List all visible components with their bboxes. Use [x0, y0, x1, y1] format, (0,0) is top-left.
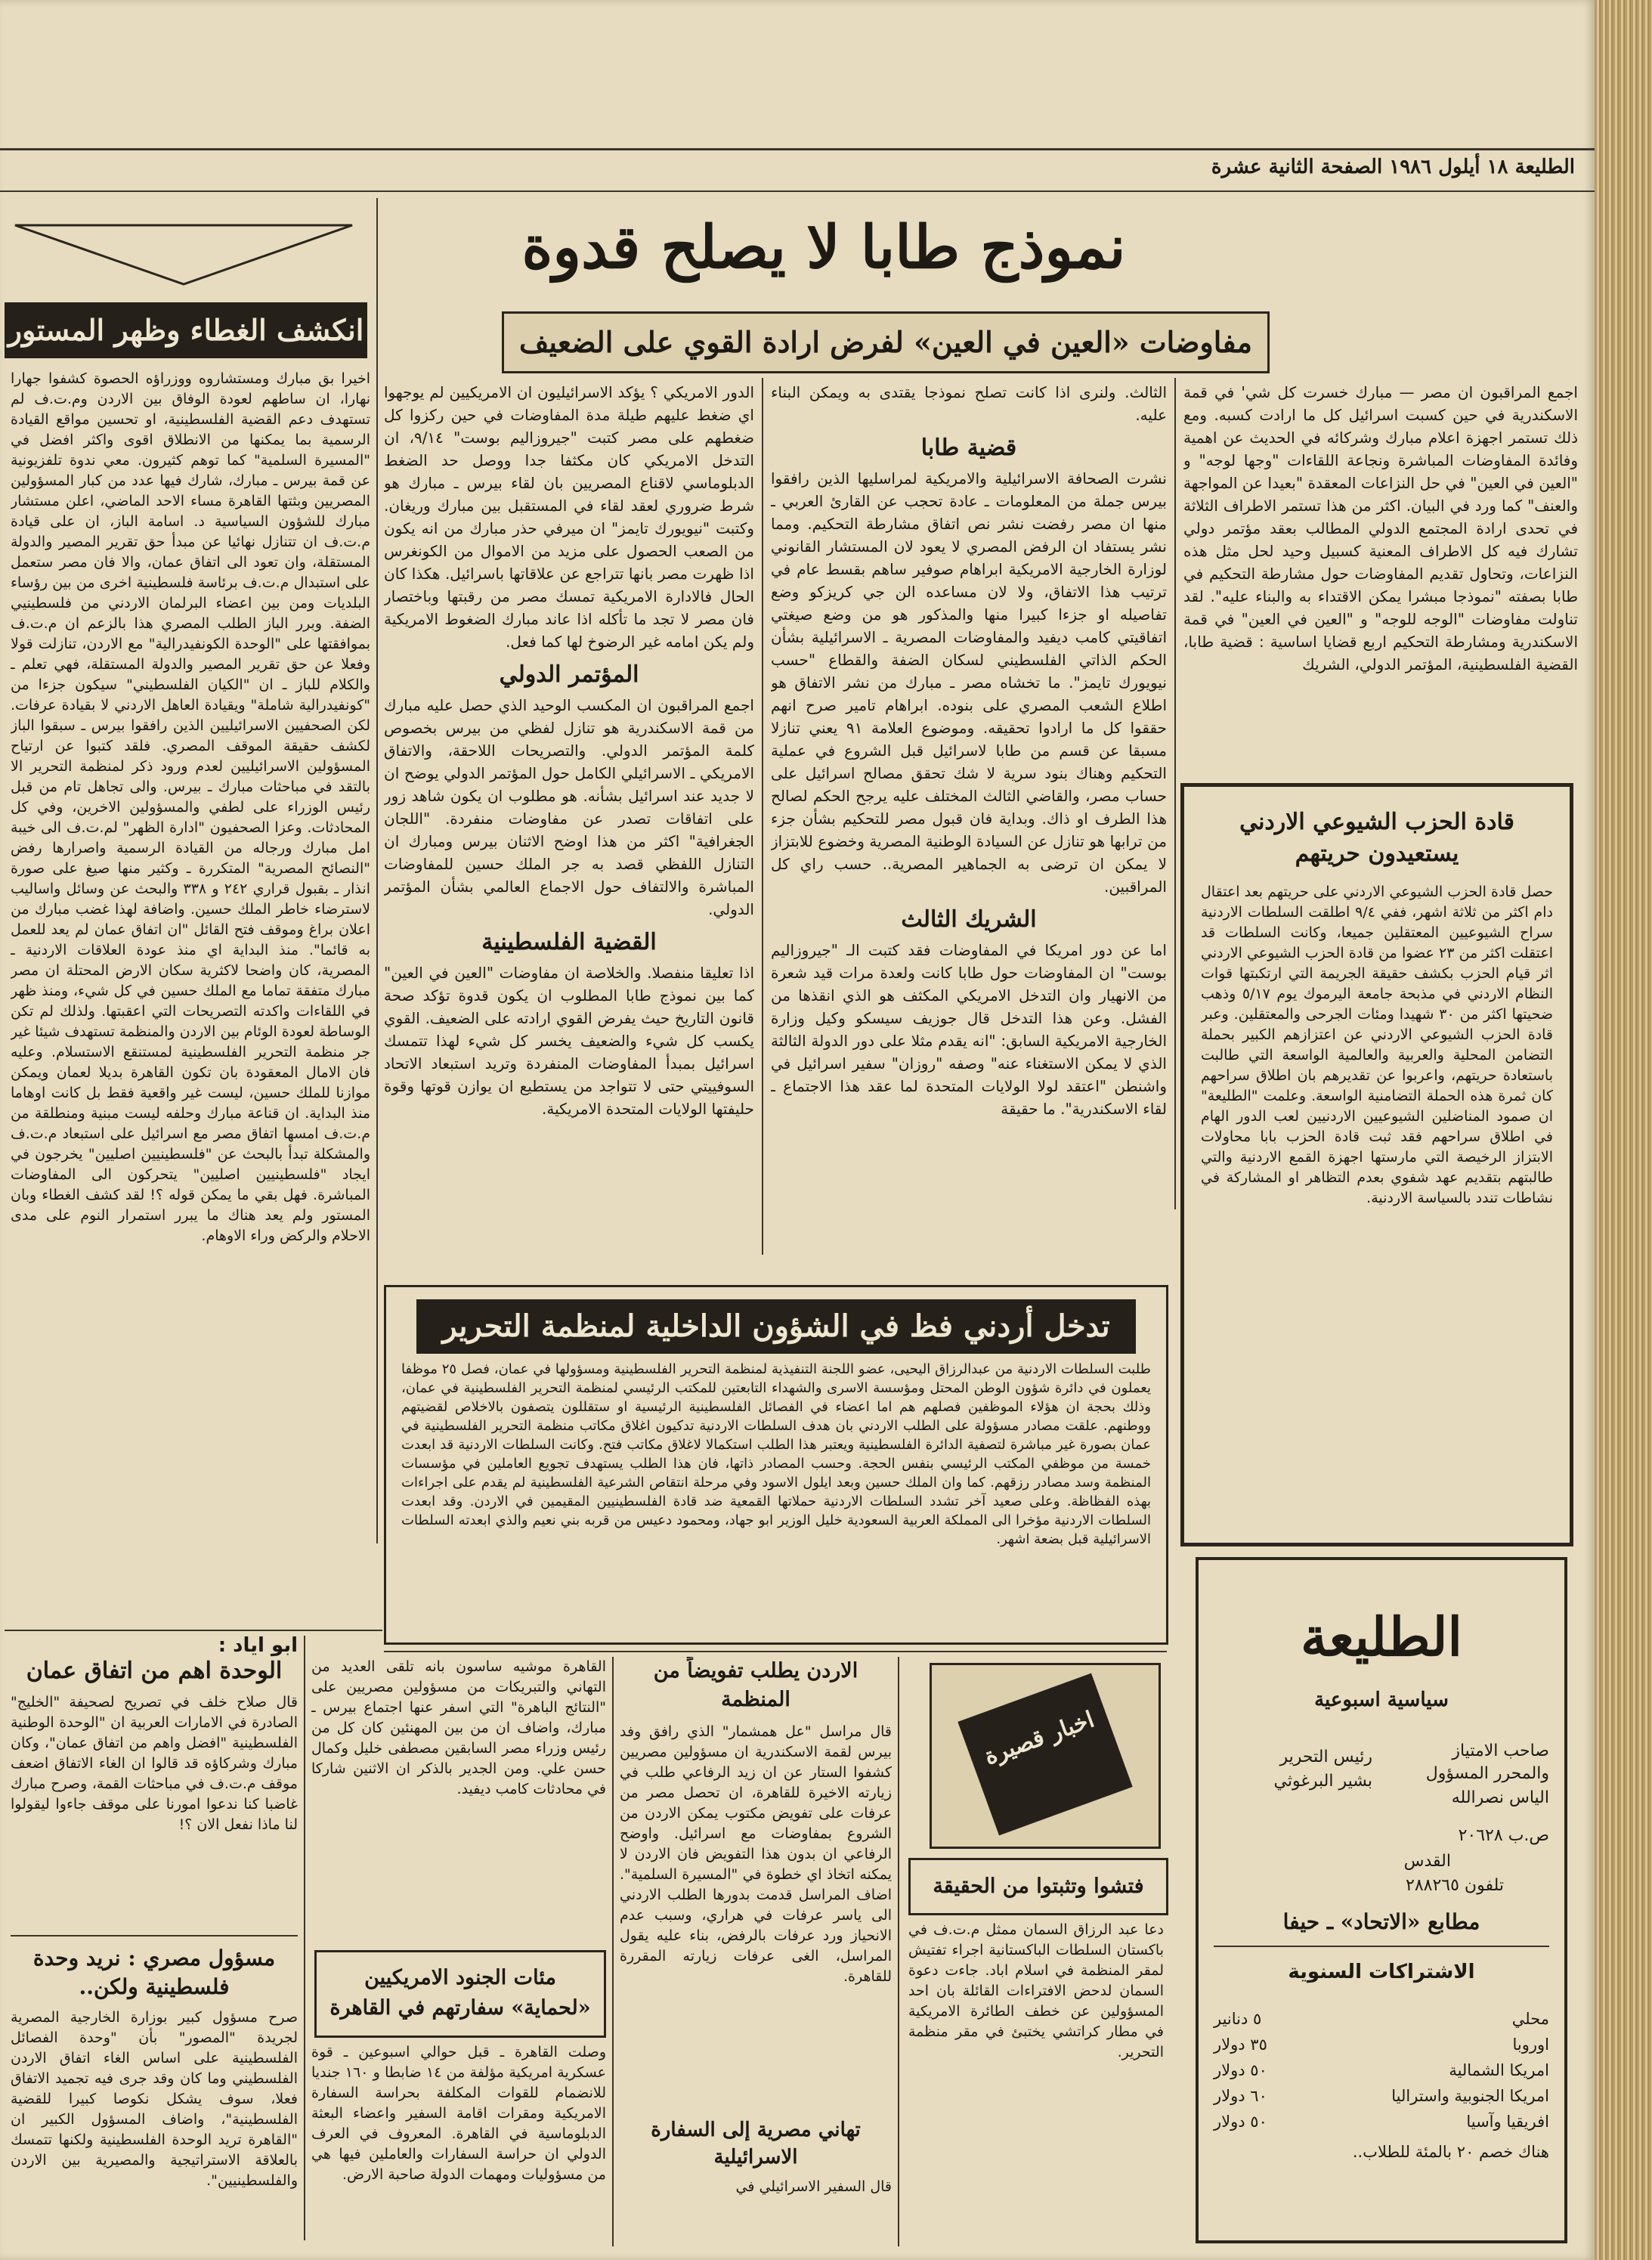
- inspect-body: دعا عبد الرزاق السمان ممثل م.ت.ف في باكستان السلطات الباكستانية اجراء تفتيش لمقر المنظمة في اسلام اباد. جاءت دعوة السمان لدحض الافتراءات القائلة بان احد المسؤولين عن خطف الطائرة الامريكية في مطار كراتشي يختبئ في مقر منظمة التحرير.: [908, 1921, 1164, 2060]
- subs-region: امريكا الجنوبية واستراليا: [1391, 2087, 1549, 2105]
- page-folio: الطليعة ١٨ أيلول ١٩٨٦ الصفحة الثانية عشرة: [1211, 156, 1575, 178]
- left-column-text: اخيرا بق مبارك ومستشاروه ووزراؤه الحصوة كشفوا جهارا نهارا، ان ساطهم لعودة الوفاق بين الاردن وم.ت.ف لم تستهدف دعم القضية الفلسطينية، او تحسين مواقع القيادة الرسمية بما يمكنها من الانطلاق اقوى واكثر افضل في "المسيرة السلمية" كما توهم كثيرون. معي ندوة تلفزيونية عن قمة بيرس ـ مبارك، شارك فيها عدد من كبار المسؤولين المصريين وبثتها القاهرة مساء الاحد الماضي، اعلن مستشار مبارك للشؤون السياسية د. اسامة الباز، ان على قيادة م.ت.ف ان تتنازل نهائيا عن مبدأ حق تقرير المصير والدولة المستقلة، وان تعود الى اتفاق عمان، والا فان مصر ستعمل على استبدال م.ت.ف برئاسة فلسطينية اخرى من بين رؤساء البلديات ومن بين اعضاء البرلمان الاردني من فلسطينيي الضفة. وبرر الباز الطلب المصري هذا بالزعم ان م.ت.ف بموافقتها على "الوحدة الكونفيدرالية" مع الاردن، تنازلت قولا وفعلا عن حق تقرير المصير والدولة المستقلة، فهي تعلم ـ والكلام للباز ـ ان "الكيان الفلسطيني" سيكون جزءا من "كونفيدرالية شاملة" ويقيادة العاهل الاردني لا بقيادة عرفات. لكن الصحفيين الاسرائيليين الذين رافقوا بيرس ـ سبقوا الباز لكشف حقيقة الموقف المصري. فلقد كتبوا عن ارتياح المسؤولين الاسرائيليين لعدم ورود ذكر لمنظمة التحرير الا بالتقد في مباحثات مبارك ـ بيرس. والى تجاهل تام من قبل رئيس الوزراء على لطفي والمسؤولين الاخرين، وفي كل المحادثات. وعزا الصحفيون "ادارة الظهر" لم.ت.ف الى خيبة امل مبارك ورجاله من القيادة الرسمية واصرارها رفض "النصائح المصرية" المتكررة ـ وكثير منها صيغ على صورة انذار ـ بقبول قراري ٢٤٢ و ٣٣٨ والبحث عن وسائل واساليب لاسترضاء خاطر الملك حسين. واضافة لهذا غضب مبارك من اعلان براغ وموقف فتح القائل "ان اتفاق عمان لم يعد للعمل به قائما". منذ البداية اي منذ عودة العلاقات الاردنية ـ المصرية، كان واضحا لاكثرية سكان الارض المحتلة ان مصر مبارك متفقة تماما مع الملك حسين في كل شيء، ومنذ ظهر في اللقاءات واكدته التصريحات التي اعقبتها. ولذلك لم تكن الوساطة لعودة الوئام بين الاردن والمنظمة تستهدف شيئا غير جر منظمة التحرير الفلسطينية لمستنقع الاستسلام. وعليه فان الامال المعقودة بان تكون القاهرة بديلا لعمان ويمكن موازنا للملك حسين، ليست غير واقعية فقط بل كانت اوهاما منذ البداية. ان قناعة مبارك وحلفه ليست مبنية ومنطلقة من م.ت.ف امسها اتفاق مصر مع اسرائيل على استبعاد م.ت.ف والمشكلة تبدأ بالبحث عن "فلسطينيين اصليين" يخرجون في ايجاد "فلسطينيين اصليين" يتحركون الى المفاوضات المباشرة. فهل بقي ما يمكن قوله ؟! لقد كشف الغطاء وبان المستور ولم يعد هناك ما يبرر استمرار النوم على مدى الاحلام والركض وراء الاوهام.: [11, 370, 370, 1244]
- left-column-body: [11, 369, 370, 1548]
- article-col-3-conf: اجمع المراقبون ان المكسب الوحيد الذي حصل عليه مبارك من قمة الاسكندرية هو تنازل لفظي من بيرس بخصوص كلمة المؤتمر الدولي. والتصريحات اللاحقة، والاتفاق الامريكي ـ الاسرائيلي الكامل حول المؤتمر الدولي يوضح ان لا جديد عند اسرائيل بشأنه. هو مطلوب ان يكون شاهد زور على اتفاقات تصدر عن مفاوضات منفردة. "اللجان الجغرافية" اكثر من هذا اوضح الاثنان بيرس ومبارك ان التنازل اللفظي قصد به جر الملك حسين للمفاوضات المباشرة والالتفاف حول الاجماع العالمي بشأن المؤتمر الدولي.: [384, 696, 754, 918]
- subs-price: ٣٥ دولار: [1214, 2036, 1267, 2054]
- subhead-palestine: القضية الفلسطينية: [481, 929, 657, 955]
- jcp-body: حصل قادة الحزب الشيوعي الاردني على حريتهم بعد اعتقال دام اكثر من ثلاثة اشهر، ففي ٩/٤ اطلقت السلطات الاردنية سراح الشيوعيين المعتقلين جميعا، وكانت السلطات قد اعتقلت اكثر من ٢٣ عضوا من قادة الحزب الشيوعي الاردني اثر قيام الحزب بكشف حقيقة الجريمة التي ارتكبتها قوات النظام الاردني في مذبحة جامعة اليرموك يوم ٥/١٧ وذهب ضحيتها اكثر من ٣٠ شهيدا ومئات الجرحى والمعتقلين. وعبر قادة الحزب الشيوعي الاردني عن اعتزازهم الكبير بحملة التضامن المحلية والعربية والعالمية الواسعة التي طالبت باستعادة حريتهم، واعربوا عن تقديرهم بان اطلاق سراحهم كان ثمرة هذه الحملة التضامنية الواسعة. وعلمت "الطليعة" ان صمود المناضلين الشيوعيين الاردنيين لعب الدور الهام في اطلاق سراحهم فقد ثبت قادة الحزب بابا محاولات الابتزاز الرخيصة التي مارستها اجهزة القمع الاردنية والتي طالبتهم بتقديم عهد شفوي بعدم التظاهر او المشاركة في نشاطات تندد بالسياسة الاردنية.: [1201, 884, 1553, 1206]
- masthead-editor-name: بشير البرغوثي: [1273, 1772, 1372, 1791]
- abu-ayad-kicker: ابو اياد :: [218, 1636, 298, 1657]
- abu-ayad-story: [11, 1636, 298, 1953]
- top-rule: [0, 148, 1595, 150]
- jordan-title: تدخل أردني فظ في الشؤون الداخلية لمنظمة التحرير: [442, 1308, 1110, 1344]
- us-soldiers-title-box: [314, 1950, 606, 2038]
- rule-abu-ayad: [11, 1935, 298, 1936]
- deck-box: [502, 311, 1270, 373]
- jcp-title: قادة الحزب الشيوعي الاردني يستعيدون حريتهم: [1239, 809, 1514, 867]
- subs-row: [1214, 2057, 1549, 2083]
- article-col-1-text: اجمع المراقبون ان مصر — مبارك خسرت كل شي' في قمة الاسكندرية في حين كسبت اسرائيل كل ما ارادت كسبه. ومع ذلك تستمر اجهزة اعلام مبارك وشركائه في الحديث عن اهمية وفائدة المفاوضات المباشرة ونجاعة اللقاءات "وجها لوجه" و "العين في العين" في حل النزاعات المعقدة "بعيدا عن المواجهة والعنف" كما ورد في البيان. اكثر من هذا تستمر الاطراف الثلاثة في تحدى ارادة المجتمع الدولي المطالب بعقد مؤتمر دولي تشارك فيه كل الاطراف المعنية كسبيل وحيد لحل مثل هذه النزاعات، وتحاول تقديم المفاوضات حول مشارطة التحكيم في طابا بصفته "نموذجا مبشرا يمكن الاقتداء به والبناء عليه". لقد تناولت مفاوضات "الوجه للوجه" و "العين في العين" في قمة الاسكندرية ومشارطة التحكيم اربع قضايا اساسية : قضية طابا، القضية الفلسطينية، المؤتمر الدولي، الشريك: [1183, 383, 1578, 673]
- masthead-subs-title: الاشتراكات السنوية: [1288, 1961, 1475, 1983]
- us-soldiers-story: [311, 2042, 606, 2246]
- left-column-title-bar: [5, 302, 367, 358]
- subs-price: ٥٠ دولار: [1214, 2061, 1267, 2079]
- subs-price: ٥٠ دولار: [1214, 2113, 1267, 2131]
- egypt-official-body: صرح مسؤول كبير بوزارة الخارجية المصرية لجريدة "المصور" بأن "وحدة الفصائل الفلسطينية على اساس الغاء اتفاق الاردن الفلسطيني وما كان وقد جرى فيه تجميد الاتفاق فعلا، سوف يشكل نكوصا كبيرا للقضية الفلسطينية"، واضاف المسؤول الكبير ان "القاهرة تريد الوحدة الفلسطينية ولكنها تتمسك بالعلاقة الاستراتيجية والمصيرية بين الاردن والفلسطينيين".: [11, 2009, 298, 2189]
- subs-region: اوروبا: [1512, 2036, 1549, 2054]
- masthead-box: [1196, 1557, 1567, 2243]
- subs-row: [1214, 2006, 1549, 2032]
- subs-price: ٥ دنانير: [1214, 2010, 1262, 2028]
- abu-ayad-title: الوحدة اهم من اتفاق عمان: [26, 1658, 283, 1684]
- masthead-logo: الطليعة: [1301, 1605, 1462, 1668]
- subs-region: افريقيا وآسيا: [1466, 2113, 1549, 2131]
- masthead-editor-label: رئيس التحرير: [1279, 1748, 1372, 1766]
- left-column-title: انكشف الغطاء وظهر المستور: [8, 313, 364, 347]
- bound-volume-pages: [1595, 0, 1652, 2260]
- congrats-title: تهاني مصرية إلى السفارة الاسرائيلية: [651, 2119, 861, 2169]
- article-col-2-intro: الثالث. ولنرى اذا كانت تصلح نموذجا يقتدى به ويمكن البناء عليه.: [771, 383, 1167, 424]
- jordan-mandate-story: [620, 1657, 892, 2110]
- cairo-meetings-story: [311, 1657, 606, 1944]
- inspect-story: [908, 1920, 1164, 2245]
- rule-col-right: [1174, 378, 1176, 1209]
- congrats-story: [620, 2116, 892, 2245]
- subs-region: محلي: [1511, 2010, 1549, 2028]
- subs-row: [1214, 2032, 1549, 2057]
- subs-price: ٦٠ دولار: [1214, 2087, 1267, 2105]
- jordan-box: [384, 1285, 1168, 1645]
- jordan-mandate-title: الاردن يطلب تفويضاً من المنظمة: [653, 1659, 858, 1711]
- masthead-rule: [1214, 1946, 1549, 1947]
- jordan-mandate-body: قال مراسل "عل همشمار" الذي رافق وفد بيرس لقمة الاسكندرية ان مسؤولين مصريين كشفوا الستار عن ان زيد الرفاعي طلب في زيارته الاخيرة للقاهرة، ان تحصل مصر من عرفات على تفويض مكتوب يمكن الاردن من الشروع بمفاوضات مع اسرائيل. واوضح الرفاعي ان بدون هذا التفويض فان الاردن لا يمكنه اتخاذ اي خطوة في "المسيرة السلمية". اضاف المراسل قدمت بدورها الطلب الاردني الى ياسر عرفات في هراري، وسبب عدم الانحياز ورد عرفات بالرفض، بناء عليه يقول المراسل، الغى عرفات زيارته المقررة للقاهرة.: [620, 1723, 892, 1985]
- stamp-text: اخبار قصيرة: [981, 1706, 1098, 1771]
- subs-note: هناك خصم ٢٠ بالمئة للطلاب..: [1352, 2143, 1549, 2161]
- arrow-decoration: [14, 224, 354, 286]
- deck-title: مفاوضات «العين في العين» لفرض ارادة القوي على الضعيف: [519, 325, 1252, 359]
- subhead-partner: الشريك الثالث: [901, 906, 1037, 933]
- folio-rule: [0, 190, 1595, 192]
- short-news-stamp: [930, 1663, 1161, 1849]
- subs-row: [1214, 2083, 1549, 2109]
- rule-bottom-1: [304, 1636, 305, 2240]
- masthead-city: القدس: [1403, 1852, 1451, 1871]
- rule-bottom-2: [612, 1657, 614, 2246]
- egypt-official-title: مسؤول مصري : نريد وحدة فلسطينية ولكن..: [32, 1946, 276, 1999]
- article-col-2: [771, 381, 1167, 1273]
- subhead-taba: قضية طابا: [920, 435, 1017, 461]
- us-soldiers-title: مئات الجنود الامريكيين «لحماية» سفارتهم في القاهرة: [329, 1966, 591, 2020]
- article-col-2-partner: اما عن دور امريكا في المفاوضات فقد كتبت الـ "جيروزاليم بوست" ان المفاوضات حول طابا كانت ولعدة مرات قيد شعرة من الانهيار وان التدخل الامريكي المكثف هو الذي انقذها من الفشل. وعن هذا التدخل قال جوزيف سيسكو وكيل وزارة الخارجية الامريكية السابق: "انه يقدم مثلا على دور الدولة الثالثة الذي لا يمكن الاستغناء عنه" وصفه "روزان" سفير اسرائيل في واشنطن "اعتقد لولا الولايات المتحدة لما عقد هذا الاجتماع ـ لقاء الاسكندرية". ما حقيقة: [771, 941, 1167, 1118]
- jordan-body: طلبت السلطات الاردنية من عبدالرزاق اليحيى، عضو اللجنة التنفيذية لمنظمة التحرير الفلسطينية ومسؤولها في عمان، فصل ٢٥ موظفا يعملون في دائرة شؤون الوطن المحتل ومؤسسة الاسرى والشهداء التابعتين للمكتب الرئيسي لمنظمة التحرير الفلسطينية في عمان، وذلك بحجة ان هؤلاء الموظفين فصلهم هم اما اعضاء في الفصائل الفلسطينية الرئيسية او ستقللون يتصفون بالاخلاص لقضيتهم ووطنهم. علقت مصادر مسؤولة على الطلب الاردني بان هدف السلطات الاردنية تدكيون اغلاق مكاتب منظمة التحرير الفلسطينية في عمان بصورة غير مباشرة لتصفية الدائرة الفلسطينية ويعتبر هذا الطلب استكمالا لاغلاق مكاتب فتح. وكانت السلطات الاردنية قد ابعدت خمسة من موظفي المكتب الرئيسي بنفس الحجة. وحسب المصادر ذاتها، فان هذا الطلب يستهدف تجويع العاملين في مؤسسات المنظمة وسد مصادر رزقهم. كما وان الملك حسين وبعد ايلول الاسود وفي مرحلة انتقاص الشرعية الفلسطينية لم يقدم على اجراءات بهذه الفظاظة. وعلى صعيد آخر تشدد السلطات الاردنية حملاتها القمعية ضد قادة الفلسطينيين المقيمين في الاردن. وقد ابعدت السلطات الاردنية مؤخرا الى المملكة العربية السعودية خليل الوزير ابو جهاد، ومحمود دعيس من قربه بني نعيم والذي ابعدته السلطات الاسرائيلية قبل بضعة اشهر.: [401, 1361, 1151, 1547]
- stamp-inner: [957, 1673, 1132, 1836]
- masthead-tagline: سياسية اسبوعية: [1314, 1689, 1449, 1711]
- subs-row: [1214, 2109, 1549, 2135]
- abu-ayad-body: قال صلاح خلف في تصريح لصحيفة "الخليج" الصادرة في الامارات العربية ان "الوحدة الوطنية الفلسطينية "افضل واهم من اتفاق عمان"، وكان مبارك وشركاؤه قد قالوا ان الغاء الاتفاق اضعف موقف م.ت.ف في مباحثات القمة، وصرح مبارك غاضبا كنا ندعوا امورنا على موقف جاءوا ليقولوا لنا ماذا نفعل الان ؟!: [11, 1694, 298, 1833]
- masthead-publisher-label: صاحب الامتياز والمحرر المسؤول: [1425, 1741, 1549, 1783]
- congrats-body: قال السفير الاسرائيلي في: [735, 2178, 892, 2195]
- article-col-2-taba: نشرت الصحافة الاسرائيلية والامريكية لمراسليها الذين رافقوا بيرس جملة من المعلومات ـ عادة تحجب عن القارئ العربي ـ منها ان مصر رفضت نشر نص اتفاق مشارطة التحكيم. ومما نشر يستفاد ان الرفض المصري لا يعود لان المستشار القانوني لوزارة الخارجية الامريكية ابراهام صوفير ساهم بقسط عام في ترتيب هذا الاتفاق، ولا لان مساعده الن جي كريزكو وضع تفاصيله او جزءا كبيرا منها والمذكور هو من وضع صيغتي اتفاقيتي كامب ديفيد والمفاوضات المصرية ـ الاسرائيلية بشأن الحكم الذاتي الفلسطيني لسكان الضفة والقطاع "حسب نيويورك تايمز". ما تخشاه مصر ـ مبارك من نشر الاتفاق هو اطلاع الشعب المصري على بنوده. ابراهام تامير صرح انهم حققوا كل ما ارادوا تحقيقه. وموضوع العلامة ٩١ يعني تنازلا مسبقا عن قسم من طابا لاسرائيل قبل الشروع في عملية التحكيم وهناك بنود سرية لا شك تحقق مصالح اسرائيل على حساب مصر، والقاضي الثالث المختلف عليه يرجح الحكم لصالح هذا الطرف او ذاك. وبداية فان قبول مصر للتحكيم بشأن جزء من ترابها هو تنازل عن السيادة الوطنية المصرية وخضوع للابتزاز لا يمكن ان ترضى به الجماهير المصرية.. حسب راي كل المراقبين.: [771, 469, 1167, 896]
- us-soldiers-body: وصلت القاهرة ـ قبل حوالي اسبوعين ـ قوة عسكرية امريكية مؤلفة من ١٤ ضابطا و ١٦٠ جنديا للانضمام للقوات المكلفة بحراسة السفارة الامريكية ومقرات اقامة السفير واعضاء البعثة الدبلوماسية في القاهرة. المعروف في العرف الدولي ان حراسة السفارات والعاملين فيها هي من مسؤوليات ومهمات الدولة صاحبة الارض.: [311, 2044, 606, 2183]
- subs-region: امريكا الشمالية: [1449, 2061, 1549, 2079]
- rule-left-col: [376, 198, 378, 1543]
- cairo-meetings-body: القاهرة موشيه ساسون بانه تلقى العديد من التهاني والتبريكات من مسؤولين مصريين على "النتائج الباهرة" التي اسفر عنها اجتماع بيرس ـ مبارك، واضاف ان من بين المهنئين كان كل من رئيس وزراء مصر السابقين مصطفى خليل وكمال حسن علي. ومن الجدير بالذكر ان الاثنين شاركا في محادثات كامب ديفيد.: [311, 1658, 606, 1797]
- masthead-publisher-name: الياس نصرالله: [1451, 1788, 1549, 1807]
- masthead-pobox: ص.ب ٢٠٦٢٨: [1458, 1826, 1549, 1845]
- main-headline: نموذج طابا لا يصلح قدوة: [521, 213, 1126, 282]
- article-col-3-role: الدور الامريكي ؟ يؤكد الاسرائيليون ان الامريكيين لم يوجهوا اي ضغط عليهم طيلة مدة المفاوضات في حين ركزوا كل ضغطهم على مصر كتبت "جيروزاليم بوست" ٩/١٤، ان التدخل الامريكي كان مكثفا جدا ووصل حد الضغط الدبلوماسي لاقناع المصريين بان لقاء بيرس ـ مبارك هو شرط ضروري لعقد لقاء في المستقبل بين مبارك وريغان. وكتبت "نيويورك تايمز" ان ميرفي حذر مبارك من انه يكون من الصعب الحصول على مزيد من الاموال من الكونغرس اذا ظهرت مصر بانها تتراجع عن علاقاتها باسرائيل. هكذا كان الحال فالادارة الامريكية تمسك مصر من رقبتها وباختصار فان مصر لا تجد ما تأكله اذا عاند مبارك الضغوط الامريكية ولم يكن امامه غير الرضوخ لها كما فعل.: [384, 383, 754, 651]
- jordan-title-bar: [416, 1299, 1136, 1354]
- article-col-3: [384, 381, 754, 1273]
- egypt-official-story: [11, 1944, 298, 2246]
- rule-bottom-mid: [384, 1651, 1167, 1652]
- article-col-3-pal: اذا تعليقا منفصلا. والخلاصة ان مفاوضات "العين في العين" كما بين نموذج طابا المطلوب ان يكون قدوة تؤكد صحة قانون التاريخ حيث يفرض القوي ارادته على الضعيف. القوي يكسب كل شيء والضعيف يخسر كل شيء لهذا تتمسك اسرائيل بمبدأ المفاوضات المنفردة وتريد استبعاد الاتحاد السوفييتي حتى لا تتواجد من يستطيع ان يوازن قوتها وقوة حليفتها الولايات المتحدة الامريكية.: [384, 964, 754, 1118]
- subs-list: [1214, 2006, 1549, 2165]
- jcp-box: [1180, 783, 1573, 1546]
- masthead-printer: مطابع «الاتحاد» ـ حيفا: [1282, 1909, 1480, 1934]
- rule-col-mid: [762, 378, 763, 1255]
- inspect-title-box: [908, 1858, 1168, 1915]
- inspect-title: فتشوا وتثبتوا من الحقيقة: [933, 1875, 1144, 1898]
- rule-bottom-3: [898, 1657, 899, 2246]
- article-col-1: [1183, 381, 1578, 774]
- subhead-conference: المؤتمر الدولي: [499, 661, 639, 688]
- rule-bottom-left: [5, 1630, 382, 1631]
- masthead-phone: تلفون ٢٨٨٢٦٥: [1406, 1876, 1504, 1895]
